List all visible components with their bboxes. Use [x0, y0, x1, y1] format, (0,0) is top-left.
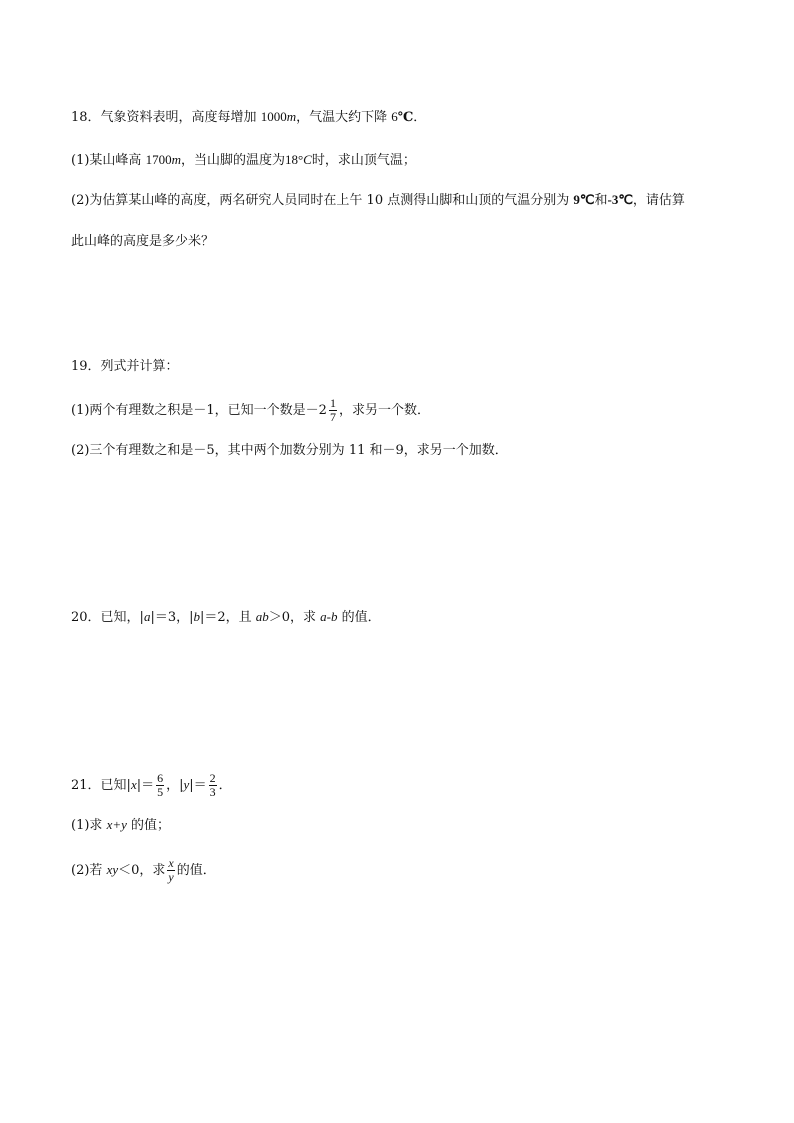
q19-part2: (2)三个有理数之和是－5，其中两个加数分别为 11 和－9，求另一个加数． [71, 443, 508, 458]
q18-part1: (1)某山峰高 1700m，当山脚的温度为18°C时，求山顶气温； [71, 152, 416, 168]
q20-stem: 20．已知，|a|＝3，|b|＝2，且 ab＞0，求 a-b 的值． [71, 609, 381, 625]
q21-part2: (2)若 xy＜0，求 $\frac{x}{y}$ 的值． [71, 856, 216, 884]
q21-part1: (1)求 x+y 的值； [71, 817, 171, 833]
fraction-six-fifths: $\frac{6}{5}$ [157, 771, 164, 799]
q19-part1: (1)两个有理数之积是－1，已知一个数是－2 $\frac{1}{7}$ ，求另一个数． [71, 396, 430, 424]
q18-part2: (2)为估算某山峰的高度，两名研究人员同时在上午 10 点测得山脚和山顶的气温分别为 9℃和-3℃，请估算 [71, 192, 685, 208]
fraction-two-thirds: $\frac{2}{3}$ [209, 771, 216, 799]
fraction-one-seventh: $\frac{1}{7}$ [329, 396, 336, 424]
q21-number: 21 [71, 778, 88, 793]
q18-stem: 18．气象资料表明，高度每增加 1000m，气温大约下降 6℃． [71, 109, 427, 125]
q19-stem: 19．列式并计算： [71, 359, 179, 374]
fraction-x-over-y: $\frac{x}{y}$ [168, 856, 174, 884]
q21-stem: 21．已知|x|＝ $\frac{6}{5}$ ，|y|＝ $\frac{2}{3}$ ． [71, 771, 232, 799]
q18-part2-cont: 此山峰的高度是多少米？ [71, 234, 215, 249]
q20-number: 20 [71, 610, 88, 625]
q18-number: 18 [71, 110, 88, 125]
q19-number: 19 [71, 359, 88, 374]
